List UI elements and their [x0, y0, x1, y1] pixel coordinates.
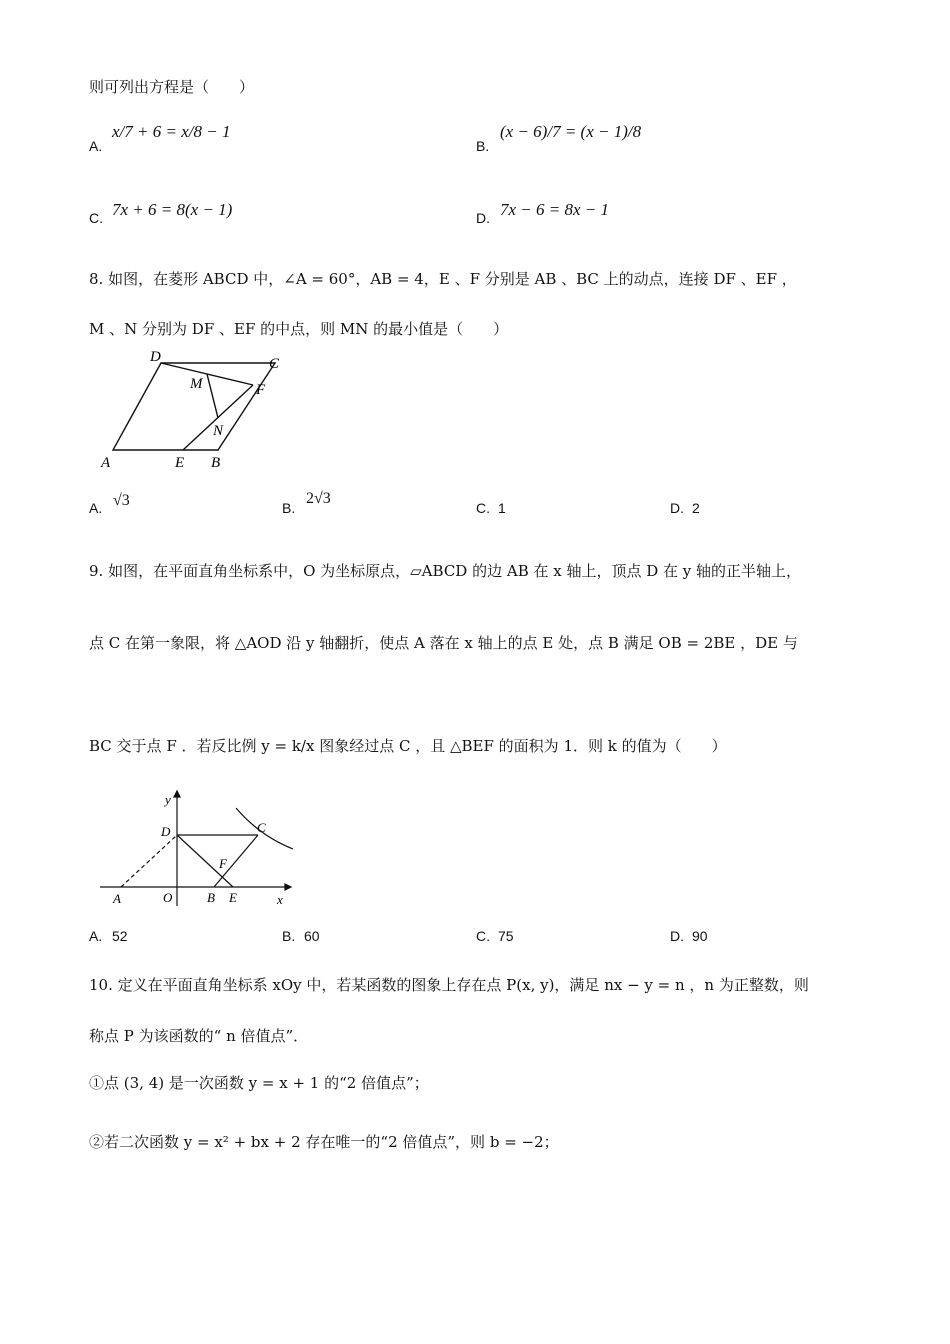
label-b: B — [211, 455, 221, 471]
q10-item-2: ②若二次函数 y = x² + bx + 2 存在唯一的“2 倍值点”，则 b = −2； — [89, 1133, 559, 1151]
q7-option-c-math: 7x + 6 = 8(x − 1) — [112, 200, 233, 219]
label-f: F — [219, 856, 227, 871]
label-d: D — [161, 824, 171, 839]
q8-option-c-label: C. — [476, 500, 490, 516]
q7-option-b-label: B. — [476, 138, 490, 154]
q9-option-b-label: B. — [282, 928, 296, 944]
q7-option-a-math: x/7 + 6 = x/8 − 1 — [112, 122, 231, 141]
q8-option-d-label: D. — [670, 500, 684, 516]
q7-option-d-label: D. — [476, 210, 490, 226]
label-e: E — [229, 890, 237, 905]
q9-stem-line3: BC 交于点 F ．若反比例 y = k/x 图象经过点 C ，且 △BEF 的面积为 1．则 k 的值为（ ） — [89, 737, 727, 755]
q9-option-d-value: 90 — [692, 928, 708, 944]
label-m: M — [190, 376, 203, 392]
q9-option-c-value: 75 — [498, 928, 514, 944]
label-b: B — [207, 890, 215, 905]
q9-option-c-label: C. — [476, 928, 490, 944]
q8-rhombus-figure — [95, 345, 295, 473]
q9-option-b-value: 60 — [304, 928, 320, 944]
segment-ad-dashed — [121, 835, 177, 887]
x-axis-arrow — [285, 884, 291, 890]
label-c: C — [257, 820, 266, 835]
label-c: C — [269, 356, 280, 372]
q8-option-b-value: 2√3 — [306, 490, 331, 507]
q8-option-a-label: A. — [89, 500, 103, 516]
q7-option-d-math: 7x − 6 = 8x − 1 — [500, 200, 610, 219]
label-f: F — [256, 382, 266, 398]
q8-option-b-label: B. — [282, 500, 296, 516]
label-a: A — [101, 455, 111, 471]
y-axis-arrow — [174, 791, 180, 797]
q9-coordinate-figure — [95, 788, 305, 910]
q8-stem-line2: M 、N 分别为 DF 、EF 的中点，则 MN 的最小值是（ ） — [89, 320, 509, 338]
q10-stem-line2: 称点 P 为该函数的“ n 倍值点”． — [89, 1027, 309, 1045]
segment-mn — [207, 374, 218, 418]
q7-option-a-label: A. — [89, 138, 103, 154]
label-n: N — [213, 423, 224, 439]
q8-option-c-value: 1 — [498, 500, 506, 516]
q7-option-b-math: (x − 6)/7 = (x − 1)/8 — [500, 122, 642, 141]
q10-stem-line1: 10. 定义在平面直角坐标系 xOy 中，若某函数的图象上存在点 P(x, y)，满足 nx − y = n ，n 为正整数，则 — [89, 976, 809, 994]
q10-item-1: ①点 (3, 4) 是一次函数 y = x + 1 的“2 倍值点”； — [89, 1074, 429, 1092]
q9-option-a-value: 52 — [112, 928, 128, 944]
q9-option-d-label: D. — [670, 928, 684, 944]
q9-stem-line1: 9. 如图，在平面直角坐标系中，O 为坐标原点，▱ABCD 的边 AB 在 x 轴上，顶点 D 在 y 轴的正半轴上， — [89, 562, 802, 580]
label-a: A — [113, 891, 121, 906]
label-e: E — [175, 455, 185, 471]
label-o: O — [163, 890, 173, 905]
label-x: x — [277, 892, 283, 907]
q8-stem-line1: 8. 如图，在菱形 ABCD 中，∠A = 60°，AB = 4，E 、F 分别是 AB 、BC 上的动点，连接 DF 、EF ， — [89, 270, 797, 288]
label-d: D — [150, 349, 161, 365]
label-y: y — [165, 792, 171, 807]
q7-option-c-label: C. — [89, 210, 103, 226]
q9-stem-line2: 点 C 在第一象限，将 △AOD 沿 y 轴翻折，使点 A 落在 x 轴上的点 E 处，点 B 满足 OB = 2BE ，DE 与 — [89, 634, 798, 652]
q9-option-a-label: A. — [89, 928, 103, 944]
q8-option-a-value: √3 — [113, 492, 130, 509]
q8-option-d-value: 2 — [692, 500, 700, 516]
q7-lead: 则可列出方程是（ ） — [89, 78, 255, 96]
